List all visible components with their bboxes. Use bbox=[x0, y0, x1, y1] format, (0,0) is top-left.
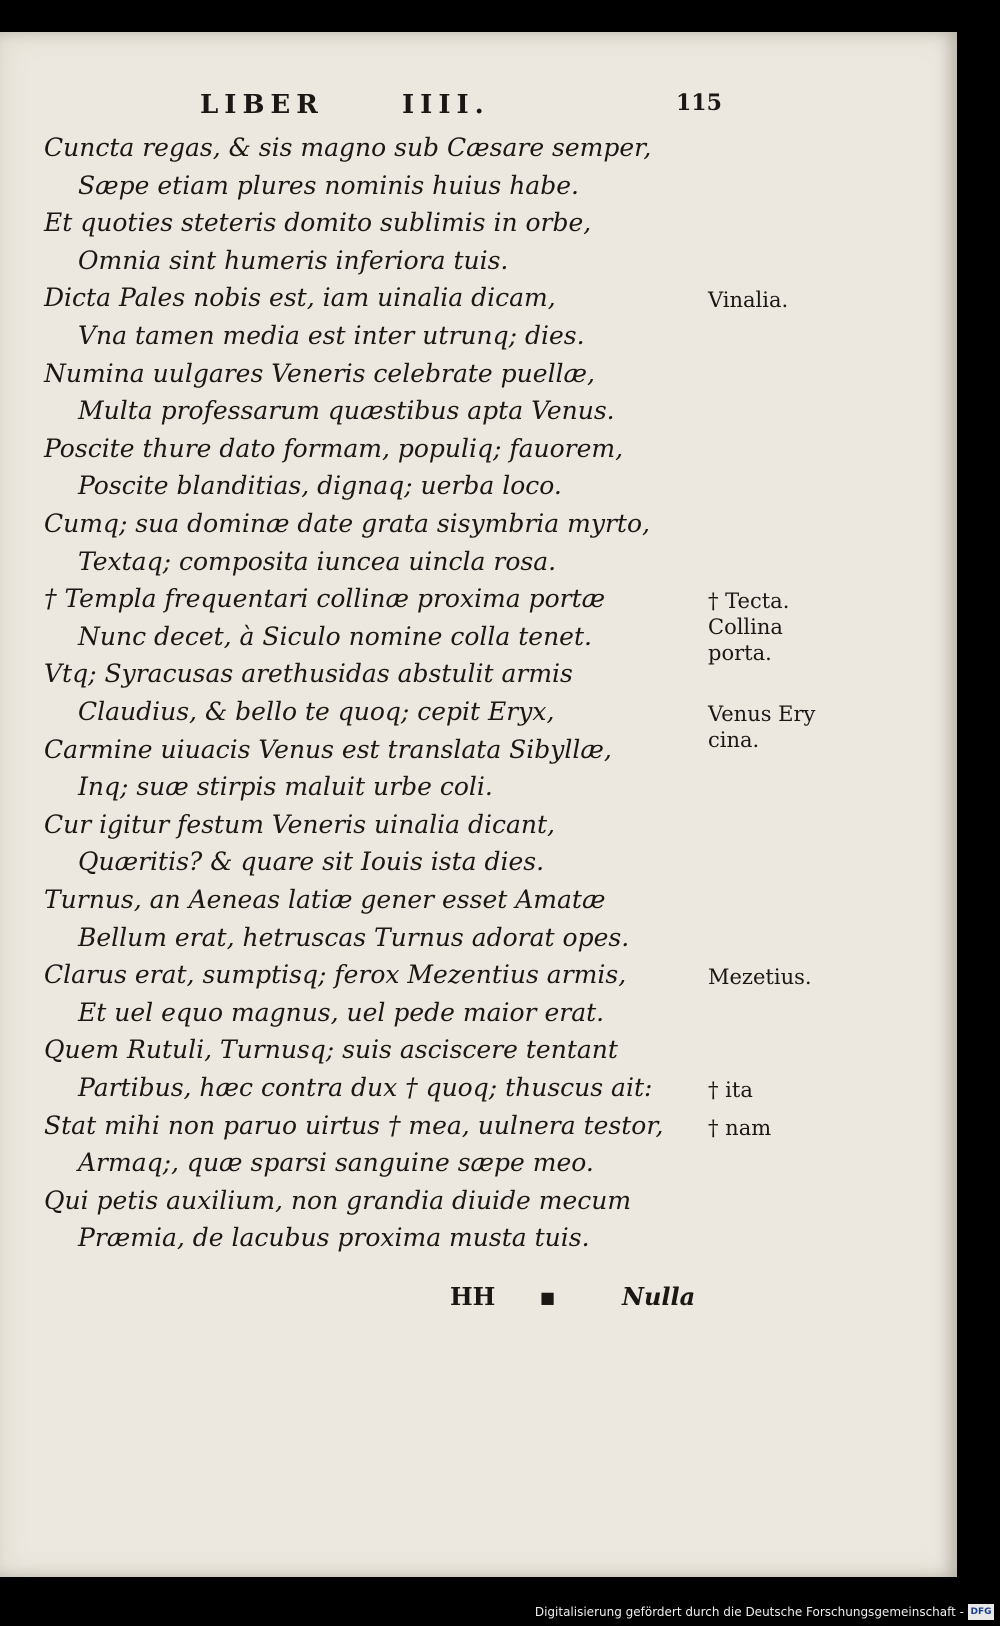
running-title: LIBER bbox=[200, 90, 324, 120]
footer-credit: Digitalisierung gefördert durch die Deutsche Forschungsgemeinschaft - bbox=[534, 1605, 964, 1619]
verse-line: Turnus, an Aeneas latiæ gener esset Amatæ bbox=[44, 885, 606, 914]
verse-line: Cumq; sua dominæ date grata sisymbria myrto, bbox=[44, 509, 650, 538]
verse-line: Sæpe etiam plures nominis huius habe. bbox=[78, 170, 579, 200]
book-page bbox=[0, 32, 957, 1577]
verse-line: Poscite thure dato formam, populiq; fauorem, bbox=[44, 433, 624, 463]
verse-line: Cuncta regas, & sis magno sub Cæsare semper, bbox=[44, 133, 652, 162]
verse-line: Nunc decet, à Siculo nomine colla tenet. bbox=[78, 621, 592, 651]
footer-bar bbox=[0, 1600, 1000, 1626]
verse-line: Stat mihi non paruo uirtus † mea, uulnera testor, bbox=[44, 1110, 664, 1140]
verse-line: Poscite blanditias, dignaq; uerba loco. bbox=[78, 471, 562, 501]
verse-line: Inq; suæ stirpis maluit urbe coli. bbox=[78, 772, 493, 802]
verse-line: † Templa frequentari collinæ proxima portæ bbox=[44, 584, 606, 614]
folio-number: 115 bbox=[676, 90, 722, 116]
verse-line: Et quoties steteris domito sublimis in orbe, bbox=[44, 208, 592, 238]
verse-line: Textaq; composita iuncea uincla rosa. bbox=[78, 546, 557, 576]
marginal-note: † nam bbox=[708, 1115, 772, 1140]
verse-line: Claudius, & bello te quoq; cepit Eryx, bbox=[78, 697, 555, 726]
verse-line: Omnia sint humeris inferiora tuis. bbox=[78, 245, 509, 275]
marginal-note: Mezetius. bbox=[708, 965, 812, 990]
verse-line: Quem Rutuli, Turnusq; suis asciscere tentant bbox=[44, 1035, 618, 1065]
marginal-note: Vinalia. bbox=[708, 288, 789, 313]
verse-line: Quæritis? & quare sit Iouis ista dies. bbox=[78, 847, 545, 877]
verse-line: Dicta Pales nobis est, iam uinalia dicam, bbox=[44, 283, 556, 313]
marginal-note: † ita bbox=[708, 1078, 753, 1102]
signature-mark: HH bbox=[450, 1282, 496, 1311]
verse-line: Et uel equo magnus, uel pede maior erat. bbox=[78, 997, 605, 1027]
verse-line: Numina uulgares Veneris celebrate puellæ, bbox=[44, 358, 596, 388]
verse-line: Armaq;, quæ sparsi sanguine sæpe meo. bbox=[78, 1148, 594, 1178]
book-number: IIII. bbox=[402, 90, 490, 120]
verse-line: Cur igitur festum Veneris uinalia dicant, bbox=[44, 809, 555, 839]
verse-line: Vna tamen media est inter utrunq; dies. bbox=[78, 321, 585, 350]
verse-line: Bellum erat, hetruscas Turnus adorat opes. bbox=[78, 922, 630, 952]
verse-line: Qui petis auxilium, non grandia diuide mecum bbox=[44, 1185, 632, 1215]
verse-line: Partibus, hæc contra dux † quoq; thuscus ait: bbox=[78, 1073, 653, 1102]
marginal-note: Venus Ery cina. bbox=[708, 702, 816, 752]
marginal-note: † Tecta. Collina porta. bbox=[708, 589, 790, 666]
verse-line: Multa professarum quæstibus apta Venus. bbox=[78, 396, 615, 426]
catchword: Nulla bbox=[622, 1282, 696, 1311]
verse-line: Carmine uiuacis Venus est translata Sibyllæ, bbox=[44, 734, 612, 764]
dfg-logo: DFG bbox=[968, 1604, 994, 1620]
verse-line: Præmia, de lacubus proxima musta tuis. bbox=[78, 1223, 590, 1253]
catch-bullet: ■ bbox=[540, 1288, 556, 1307]
verse-line: Vtq; Syracusas arethusidas abstulit armis bbox=[44, 659, 573, 689]
verse-line: Clarus erat, sumptisq; ferox Mezentius armis, bbox=[44, 960, 627, 990]
